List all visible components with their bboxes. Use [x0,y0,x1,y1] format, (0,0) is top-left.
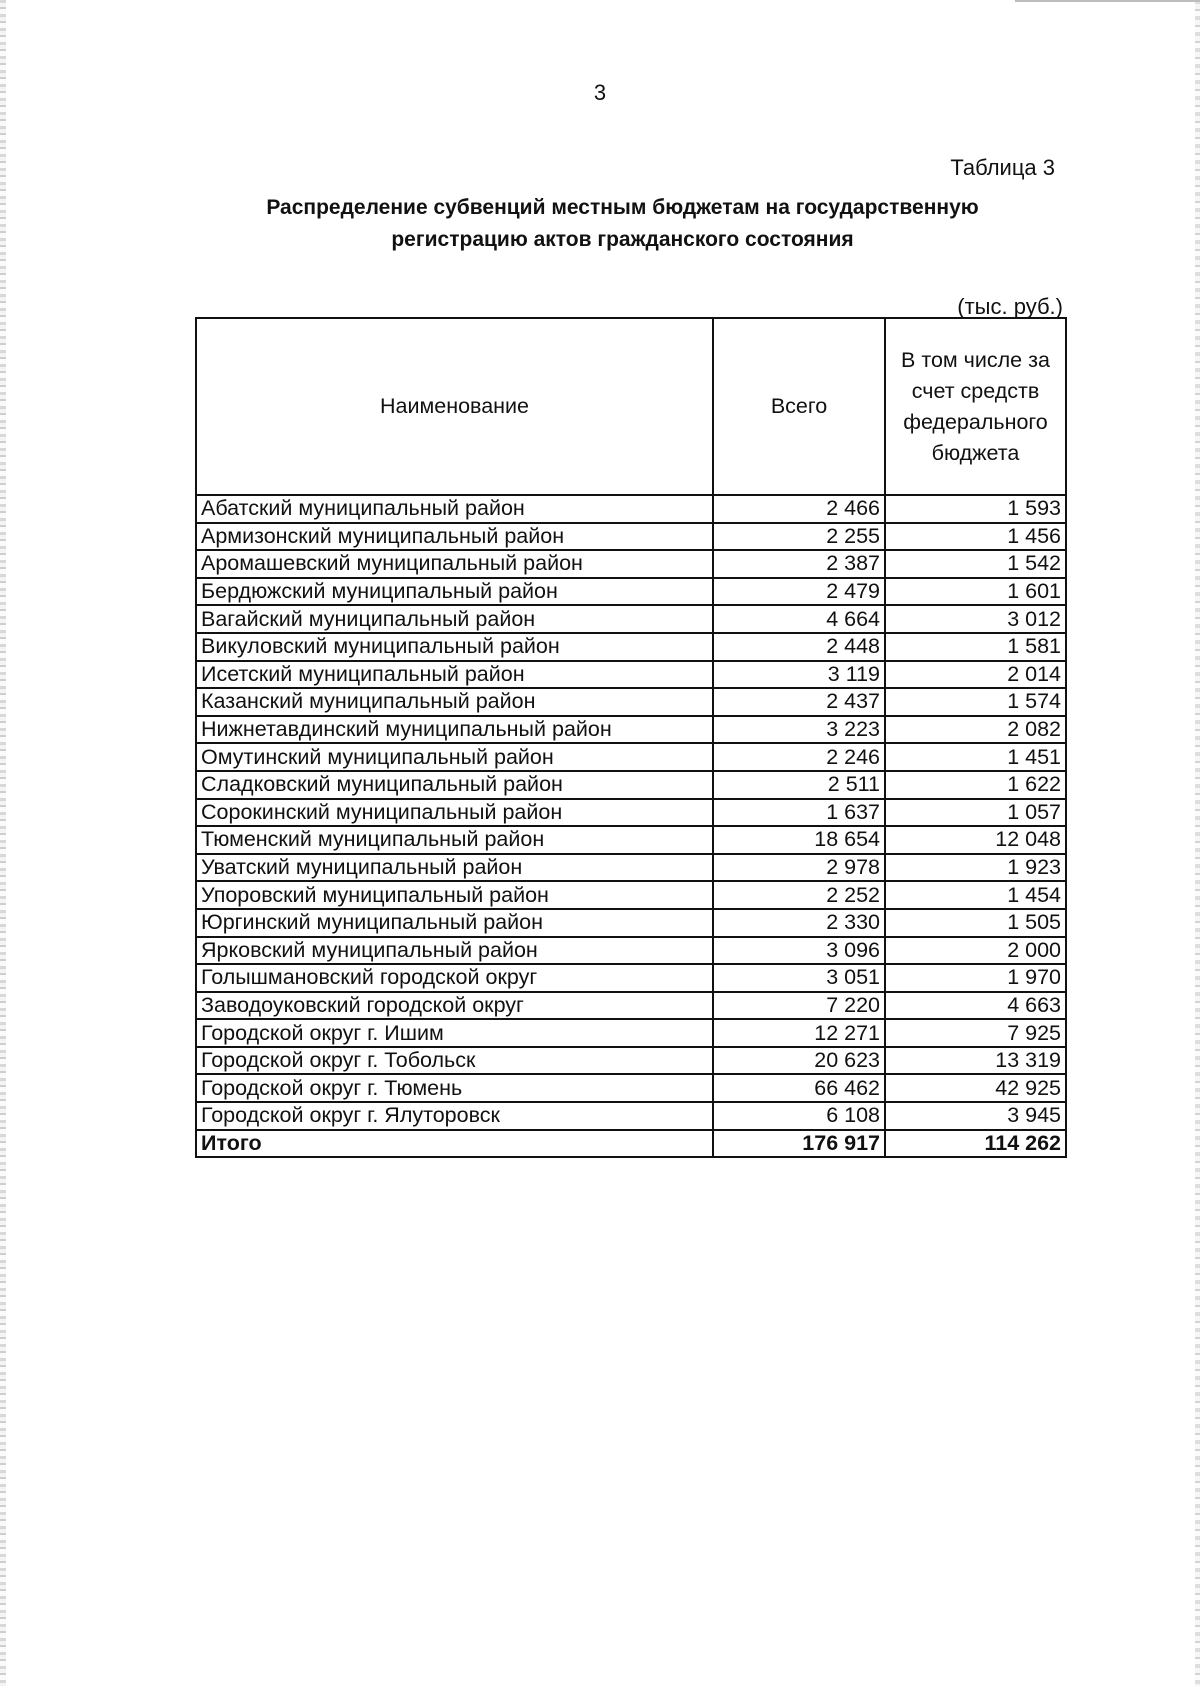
table-row [196,964,1066,992]
cell-federal: 1 923 [885,854,1066,882]
cell-name: Итого [196,1130,713,1158]
table-row [196,550,1066,578]
table-row [196,799,1066,827]
cell-federal: 7 925 [885,1019,1066,1047]
cell-total: 2 511 [713,771,885,799]
cell-total: 66 462 [713,1074,885,1102]
subvention-table [195,317,1067,1158]
cell-federal: 1 970 [885,964,1066,992]
scan-edge-left [0,0,6,1686]
cell-federal: 1 505 [885,909,1066,937]
cell-name: Голышмановский городской округ [196,964,713,992]
cell-total: 2 252 [713,881,885,909]
cell-federal: 1 542 [885,550,1066,578]
cell-federal: 1 593 [885,495,1066,523]
table-row [196,854,1066,882]
column-header-name: Наименование [196,318,713,495]
cell-name: Казанский муниципальный район [196,688,713,716]
document-title [160,192,1085,256]
cell-federal: 1 581 [885,633,1066,661]
cell-name: Ярковский муниципальный район [196,937,713,965]
cell-name: Городской округ г. Тюмень [196,1074,713,1102]
cell-name: Абатский муниципальный район [196,495,713,523]
cell-federal: 114 262 [885,1130,1066,1158]
cell-federal: 2 082 [885,716,1066,744]
table-row [196,826,1066,854]
cell-name: Упоровский муниципальный район [196,881,713,909]
table-row [196,605,1066,633]
cell-total: 1 637 [713,799,885,827]
cell-name: Городской округ г. Ялуторовск [196,1102,713,1130]
cell-federal: 3 945 [885,1102,1066,1130]
cell-total: 3 051 [713,964,885,992]
page-number: 3 [593,80,607,105]
cell-total: 20 623 [713,1047,885,1075]
cell-total: 3 223 [713,716,885,744]
cell-federal: 1 601 [885,578,1066,606]
cell-name: Викуловский муниципальный район [196,633,713,661]
scan-edge-right [1195,0,1200,1686]
cell-federal: 2 014 [885,661,1066,689]
cell-federal: 1 574 [885,688,1066,716]
column-header-federal: В том числе за счет средств федерального бюджета [885,318,1066,495]
cell-name: Аромашевский муниципальный район [196,550,713,578]
table-row [196,495,1066,523]
cell-federal: 1 456 [885,523,1066,551]
cell-federal: 3 012 [885,605,1066,633]
cell-total: 3 119 [713,661,885,689]
cell-total: 176 917 [713,1130,885,1158]
cell-federal: 1 454 [885,881,1066,909]
cell-federal: 2 000 [885,937,1066,965]
table-row [196,578,1066,606]
cell-name: Заводоуковский городской округ [196,992,713,1020]
cell-name: Городской округ г. Тобольск [196,1047,713,1075]
table-row [196,1074,1066,1102]
cell-federal: 4 663 [885,992,1066,1020]
table-total-row [196,1130,1066,1158]
cell-federal: 1 057 [885,799,1066,827]
cell-federal: 13 319 [885,1047,1066,1075]
cell-name: Городской округ г. Ишим [196,1019,713,1047]
cell-total: 2 437 [713,688,885,716]
cell-name: Уватский муниципальный район [196,854,713,882]
table-row [196,633,1066,661]
table-header-row [196,318,1066,495]
cell-total: 7 220 [713,992,885,1020]
table-row [196,1047,1066,1075]
cell-name: Армизонский муниципальный район [196,523,713,551]
title-line-2: регистрацию актов гражданского состояния [391,228,854,251]
table-row [196,937,1066,965]
cell-name: Вагайский муниципальный район [196,605,713,633]
cell-name: Юргинский муниципальный район [196,909,713,937]
cell-total: 4 664 [713,605,885,633]
cell-total: 12 271 [713,1019,885,1047]
table-label: Таблица 3 [950,155,1055,180]
table-row [196,881,1066,909]
cell-total: 18 654 [713,826,885,854]
cell-total: 2 255 [713,523,885,551]
cell-total: 2 448 [713,633,885,661]
table-body [196,495,1066,1157]
cell-total: 3 096 [713,937,885,965]
units-label: (тыс. руб.) [957,294,1063,319]
scan-top-line [1015,0,1200,2]
cell-name: Нижнетавдинский муниципальный район [196,716,713,744]
cell-total: 2 387 [713,550,885,578]
cell-total: 2 466 [713,495,885,523]
cell-name: Сладковский муниципальный район [196,771,713,799]
cell-total: 2 978 [713,854,885,882]
table-row [196,1019,1066,1047]
title-line-1: Распределение субвенций местным бюджетам на государственную [266,196,979,219]
table-row [196,1102,1066,1130]
cell-federal: 1 622 [885,771,1066,799]
table-row [196,661,1066,689]
cell-total: 6 108 [713,1102,885,1130]
cell-federal: 42 925 [885,1074,1066,1102]
cell-federal: 1 451 [885,743,1066,771]
cell-total: 2 246 [713,743,885,771]
cell-name: Сорокинский муниципальный район [196,799,713,827]
cell-name: Тюменский муниципальный район [196,826,713,854]
cell-federal: 12 048 [885,826,1066,854]
cell-total: 2 330 [713,909,885,937]
table-row [196,771,1066,799]
table-row [196,688,1066,716]
cell-name: Бердюжский муниципальный район [196,578,713,606]
cell-name: Омутинский муниципальный район [196,743,713,771]
cell-name: Исетский муниципальный район [196,661,713,689]
table-row [196,743,1066,771]
column-header-total: Всего [713,318,885,495]
table-row [196,716,1066,744]
cell-total: 2 479 [713,578,885,606]
table-row [196,909,1066,937]
table-row [196,523,1066,551]
table-row [196,992,1066,1020]
